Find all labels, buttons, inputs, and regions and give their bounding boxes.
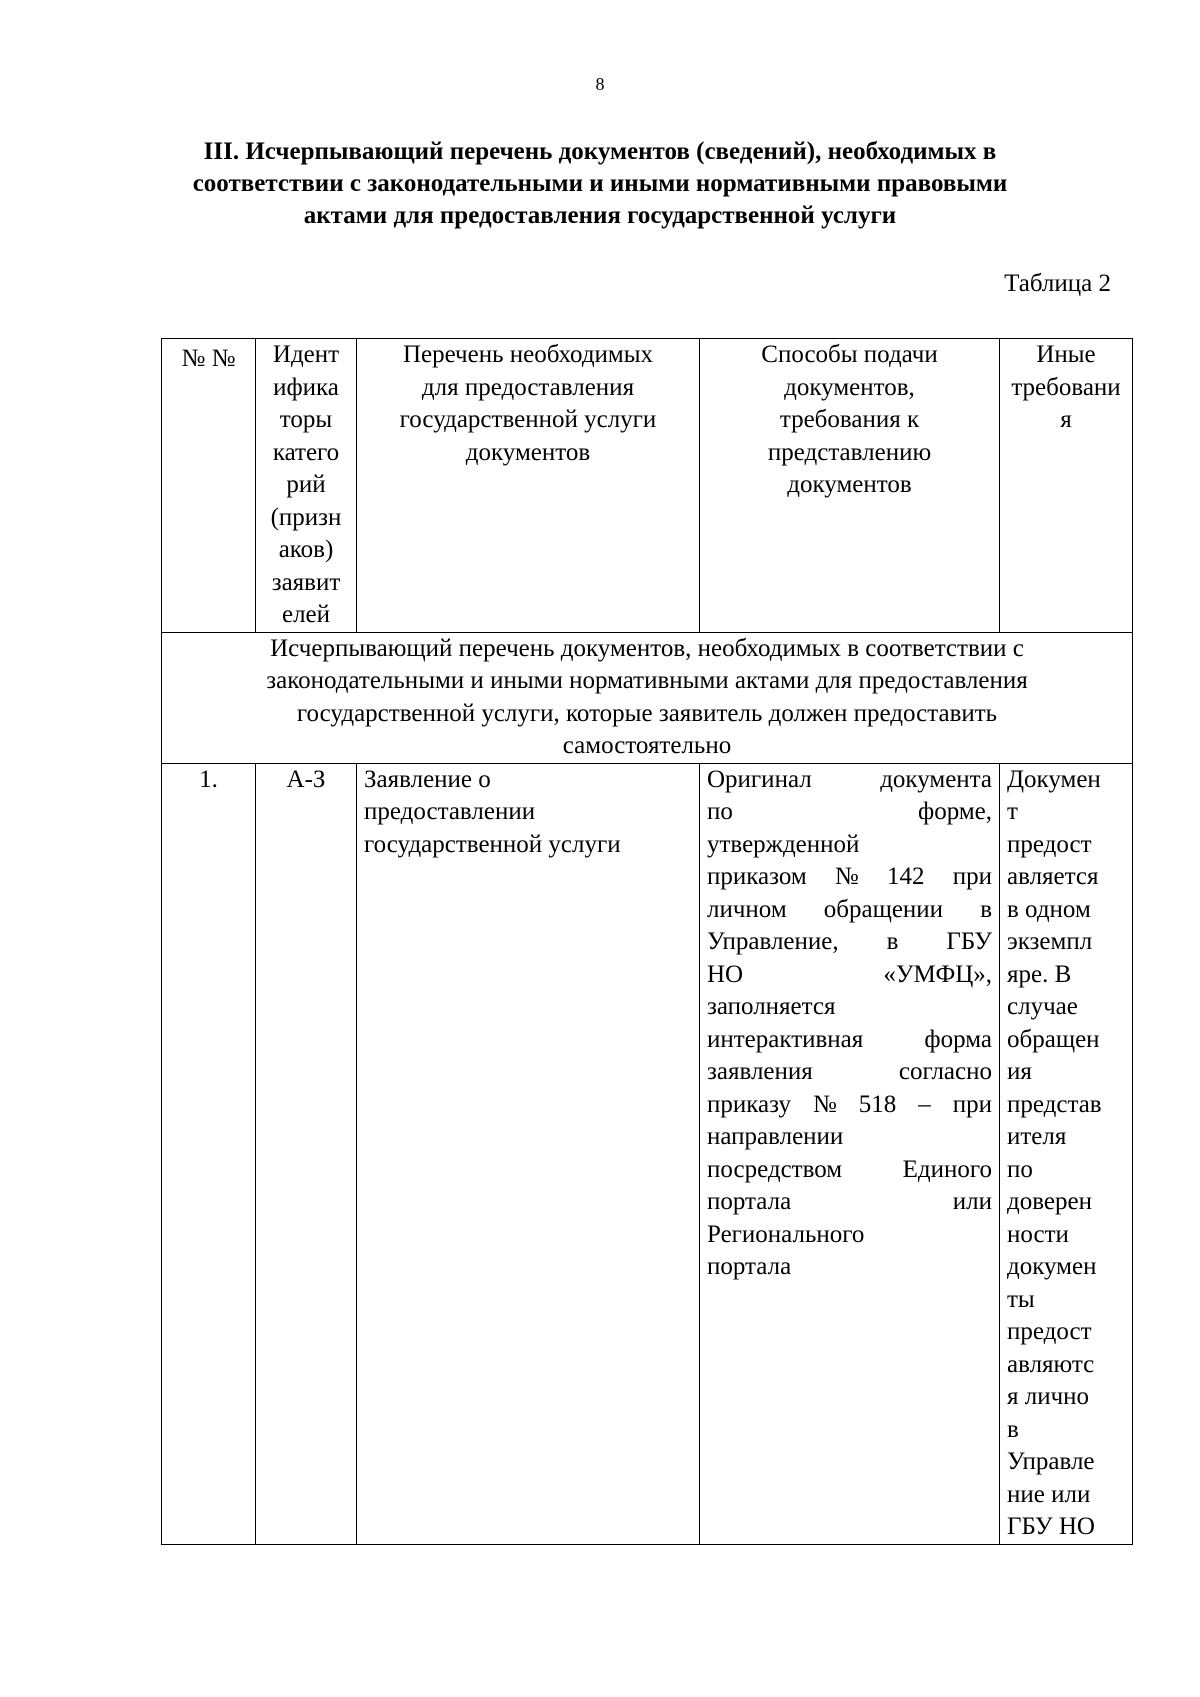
row-submission-methods-line [707,764,992,797]
methods-word: 142 [887,863,925,890]
methods-word: № [834,863,859,890]
header-identifiers-line: заявит [271,568,341,596]
header-other-requirements-line: Иные [1036,341,1096,368]
methods-word: личном [707,895,787,923]
header-documents-list-line: для предоставления [421,373,635,401]
row-submission-methods [700,763,1000,1544]
row-submission-methods-line [707,894,992,927]
methods-word: интерактивная [707,1025,864,1053]
methods-word: портала [707,1188,792,1215]
methods-word: обращении [823,895,944,923]
methods-word: 518 [858,1090,897,1118]
methods-word: или [952,1188,992,1215]
row-other-requirements-line: по [1007,1155,1033,1183]
header-number-label: № № [181,345,236,372]
table-row [162,763,1133,1544]
row-other-requirements-line: в одном [1007,895,1091,923]
section-title [162,632,1133,763]
row-other-requirements-line: случае [1007,993,1078,1020]
row-other-requirements-line: т [1007,798,1018,825]
row-submission-methods-line: направлении [707,1123,844,1150]
methods-word: документа [880,765,992,793]
row-submission-methods-line [707,1024,992,1057]
header-identifiers-line: торы [279,406,333,433]
methods-word: в [980,895,992,923]
heading-line: соответствии с законодательными и иными нормативными правовыми [192,170,1008,197]
header-documents-list-line: документов [465,438,591,466]
row-other-requirements-line: ности [1007,1220,1069,1248]
row-submission-methods-line [707,861,992,894]
section-title-line: самостоятельно [562,732,732,759]
header-submission-methods [700,339,1000,633]
row-other-requirements-line: в [1007,1415,1019,1443]
section-title-line: государственной услуги, которые заявитель должен предоставить [296,699,998,727]
row-submission-methods-line [707,959,992,992]
header-other-requirements-line: я [1060,406,1072,433]
row-document-line: предоставлении [364,798,536,825]
row-submission-methods-line [707,1154,992,1187]
row-submission-methods-line: утвержденной [707,830,860,858]
methods-word: посредством [707,1155,843,1183]
row-other-requirements-line: ГБУ НО [1007,1513,1095,1540]
methods-word: «УМФЦ», [883,960,992,988]
header-submission-methods-line: требования к [779,406,920,433]
row-other-requirements-line: экземпл [1007,928,1093,955]
row-submission-methods-line [707,1089,992,1122]
methods-word: Оригинал [707,765,812,793]
row-other-requirements-line: предост [1007,1318,1092,1345]
row-identifier: А-З [256,763,357,1544]
section-heading [140,136,1060,232]
methods-word: – [918,1090,931,1118]
heading-line: актами для предоставления государственной услуги [303,202,897,229]
row-submission-methods-line [707,796,992,829]
section-title-line: законодательными и иными нормативными актами для предоставления [266,667,1028,694]
header-identifiers-line: аков) [278,536,334,563]
row-other-requirements-line: авляютс [1007,1350,1095,1378]
header-identifiers-line: ифика [273,373,339,401]
methods-word: по [707,798,733,825]
row-document [357,763,700,1544]
row-other-requirements-line: представ [1007,1090,1102,1118]
header-documents-list-line: Перечень необходимых [402,341,654,368]
methods-word: приказу [707,1090,791,1118]
row-other-requirements-line: докумен [1007,1253,1097,1280]
header-submission-methods-line: представлению [767,438,932,466]
row-other-requirements-line: ителя [1007,1123,1067,1150]
row-submission-methods-line: портала [707,1253,792,1280]
header-identifiers-line: елей [281,601,331,628]
methods-word: форме, [918,798,992,825]
row-other-requirements-line: ия [1007,1058,1032,1085]
row-other-requirements-line: Докумен [1007,765,1101,793]
row-other-requirements-line: предост [1007,830,1092,858]
header-identifiers-line: (призн [270,503,342,531]
row-other-requirements [1000,763,1133,1544]
methods-word: № [812,1090,837,1118]
header-documents-list-line: государственной услуги [399,406,657,433]
methods-word: приказом [707,863,807,890]
row-other-requirements-line: я лично [1007,1383,1090,1410]
page-number: 8 [595,74,605,94]
methods-word: в [886,928,899,955]
methods-word: при [952,1090,992,1118]
row-submission-methods-line [707,1186,992,1219]
header-identifiers-line: рий [286,471,326,498]
header-identifiers-line: Идент [272,341,340,368]
row-submission-methods-line [707,1056,992,1089]
methods-word: при [952,863,992,890]
row-other-requirements-line: ние или [1007,1480,1091,1508]
documents-table [161,338,1133,1545]
methods-word: согласно [898,1058,992,1085]
methods-word: форма [924,1025,992,1053]
row-other-requirements-line: яре. В [1007,960,1072,988]
header-identifiers-line: катего [272,438,340,466]
header-documents-list [357,339,700,633]
row-submission-methods-line: заполняется [707,993,836,1020]
methods-word: НО [707,960,744,988]
header-submission-methods-line: документов [787,471,912,498]
row-other-requirements-line: обращен [1007,1025,1100,1053]
header-number [162,339,256,633]
header-identifiers [256,339,357,633]
heading-line: III. Исчерпывающий перечень документов (сведений), необходимых в [203,138,997,165]
row-other-requirements-line: авляется [1007,863,1099,890]
row-other-requirements-line: доверен [1007,1188,1092,1215]
table-header-row [162,339,1133,633]
row-other-requirements-line: Управле [1007,1448,1095,1475]
row-other-requirements-line: ты [1007,1285,1035,1313]
table-label: Таблица 2 [1004,270,1111,297]
header-submission-methods-line: Способы подачи [761,341,938,368]
methods-word: ГБУ [946,928,992,955]
methods-word: Управление, [707,928,839,955]
header-submission-methods-line: документов, [784,373,915,401]
row-number: 1. [162,763,256,1544]
row-document-line: государственной услуги [364,830,621,858]
header-other-requirements [1000,339,1133,633]
section-title-line: Исчерпывающий перечень документов, необходимых в соответствии с [270,634,1024,662]
methods-word: Единого [902,1155,992,1183]
header-other-requirements-line: требовани [1011,373,1121,401]
section-row [162,632,1133,763]
row-submission-methods-line [707,926,992,959]
methods-word: заявления [707,1058,813,1085]
row-submission-methods-line: Регионального [707,1220,865,1248]
row-document-line: Заявление о [364,765,491,793]
